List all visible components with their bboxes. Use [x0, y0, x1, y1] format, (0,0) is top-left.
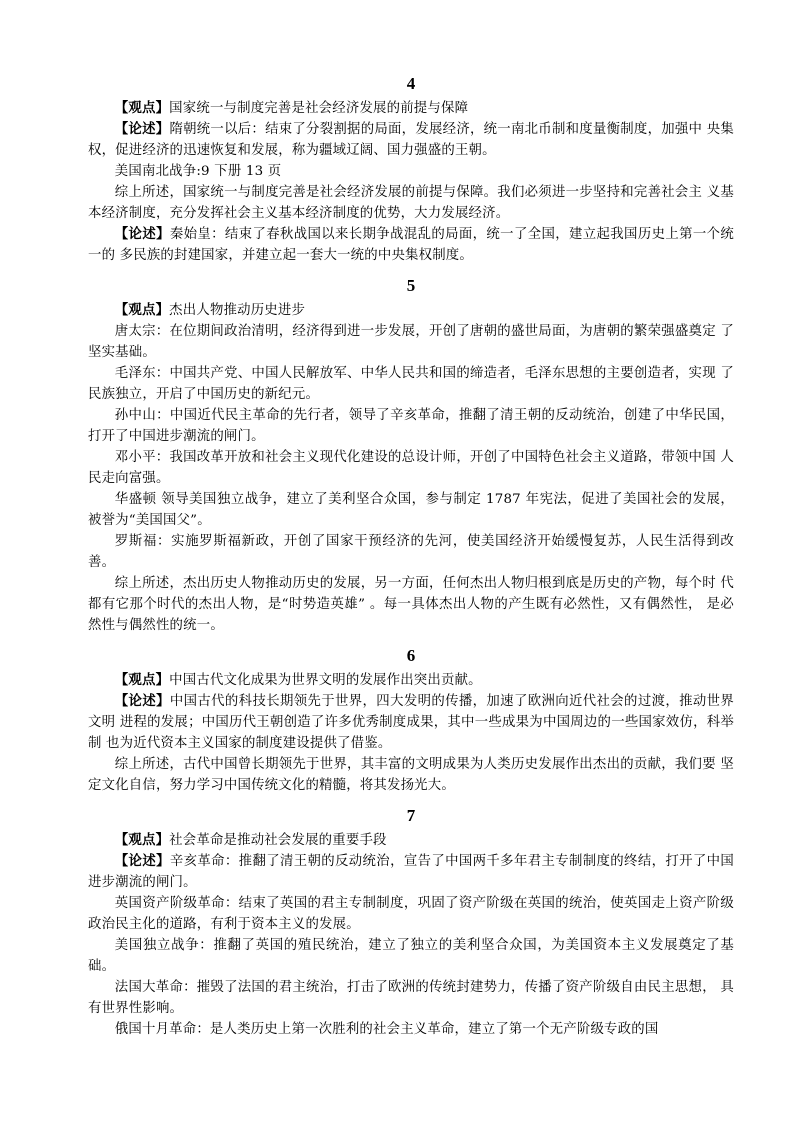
section-number: 6 [406, 646, 416, 665]
section-number: 7 [406, 806, 416, 825]
paragraph [88, 224, 734, 266]
paragraph [88, 670, 734, 691]
paragraph [88, 935, 734, 977]
paragraph-text: 美国南北战争:9 下册 13 页 [114, 164, 282, 179]
paragraph-text: 毛泽东：中国共产党、中国人民解放军、中华人民共和国的缔造者，毛泽东思想的主要创造者，实现 了民族独立，开启了中国历史的新纪元。 [88, 366, 734, 402]
paragraph-text: 中国古代的科技长期领先于世界，四大发明的传播，加速了欧洲向近代社会的过渡，推动世界文明 进程的发展；中国历代王朝创造了许多优秀制度成果，其中一些成果为中国周边的一些国家效仿，科举制 也为近代资本主义国家的制度建设提供了借鉴。 [88, 694, 734, 751]
paragraph-tag: 【论述】 [114, 226, 170, 242]
paragraph-text: 综上所述，国家统一与制度完善是社会经济发展的前提与保障。我们必须进一步坚持和完善社会主 义基本经济制度，充分发挥社会主义基本经济制度的优势，大力发展经济。 [88, 185, 734, 221]
paragraph-text: 法国大革命：摧毁了法国的君主统治，打击了欧洲的传统封建势力，传播了资产阶级自由民主思想， 具有世界性影响。 [88, 980, 734, 1016]
paragraph-text: 孙中山：中国近代民主革命的先行者，领导了辛亥革命，推翻了清王朝的反动统治，创建了中华民国， 打开了中国进步潮流的闸门。 [88, 408, 734, 444]
paragraph-text: 罗斯福：实施罗斯福新政，开创了国家干预经济的先河，使美国经济开始缓慢复苏，人民生活得到改 善。 [88, 534, 734, 570]
section-number: 5 [406, 276, 416, 295]
paragraph-tag: 【观点】 [114, 302, 170, 318]
paragraph-tag: 【观点】 [114, 100, 170, 116]
paragraph [88, 1019, 734, 1040]
paragraph-tag: 【观点】 [114, 832, 170, 848]
paragraph-text: 美国独立战争：推翻了英国的殖民统治，建立了独立的美利坚合众国，为美国资本主义发展奠定了基础。 [88, 938, 734, 974]
paragraph [88, 98, 734, 119]
paragraph-tag: 【论述】 [114, 693, 170, 709]
paragraph-tag: 【观点】 [114, 672, 170, 688]
paragraph [88, 531, 734, 573]
paragraph-text: 秦始皇：结束了春秋战国以来长期争战混乱的局面，统一了全国，建立起我国历史上第一个统一的 多民族的封建国家，并建立起一套大一统的中央集权制度。 [88, 227, 734, 263]
paragraph-tag: 【论述】 [114, 853, 170, 869]
paragraph-tag: 【论述】 [114, 121, 170, 137]
paragraph-text: 英国资产阶级革命：结束了英国的君主专制制度，巩固了资产阶级在英国的统治，使英国走上资产阶级政治民主化的道路，有利于资本主义的发展。 [88, 896, 734, 932]
paragraph [88, 447, 734, 489]
paragraph-text: 邓小平：我国改革开放和社会主义现代化建设的总设计师，开创了中国特色社会主义道路，带领中国 人民走向富强。 [88, 450, 734, 486]
paragraph [88, 405, 734, 447]
paragraph [88, 119, 734, 161]
paragraph [88, 300, 734, 321]
paragraph [88, 321, 734, 363]
paragraph-text: 综上所述，杰出历史人物推动历史的发展，另一方面，任何杰出人物归根到底是历史的产物，每个时 代都有它那个时代的杰出人物，是“时势造英雄” 。每一具体杰出人物的产生既有必然性，又有偶然性， 是必然性与偶然性的统一。 [88, 576, 734, 633]
paragraph [88, 977, 734, 1019]
paragraph-text: 国家统一与制度完善是社会经济发展的前提与保障 [169, 101, 469, 116]
paragraph-text: 综上所述，古代中国曾长期领先于世界，其丰富的文明成果为人类历史发展作出杰出的贡献，我们要 坚定文化自信，努力学习中国传统文化的精髓，将其发扬光大。 [88, 757, 734, 793]
paragraph [88, 830, 734, 851]
paragraph [88, 182, 734, 224]
document-page [88, 70, 734, 1040]
paragraph-text: 杰出人物推动历史进步 [169, 303, 306, 318]
section-number: 4 [406, 74, 416, 93]
paragraph-text: 社会革命是推动社会发展的重要手段 [169, 833, 387, 848]
paragraph [88, 573, 734, 636]
paragraph-text: 唐太宗：在位期间政治清明，经济得到进一步发展，开创了唐朝的盛世局面，为唐朝的繁荣强盛奠定 了坚实基础。 [88, 324, 734, 360]
paragraph [88, 489, 734, 531]
paragraph [88, 754, 734, 796]
paragraph [88, 691, 734, 754]
paragraph-text: 中国古代文化成果为世界文明的发展作出突出贡献。 [169, 673, 482, 688]
paragraph [88, 893, 734, 935]
paragraph-text: 俄国十月革命：是人类历史上第一次胜利的社会主义革命，建立了第一个无产阶级专政的国 [114, 1022, 659, 1037]
paragraph-text: 华盛顿 领导美国独立战争，建立了美利坚合众国，参与制定 1787 年宪法，促进了美国社会的发展， 被誉为“美国国父”。 [88, 492, 734, 528]
paragraph-text: 隋朝统一以后：结束了分裂割据的局面，发展经济，统一南北币制和度量衡制度，加强中 央集权，促进经济的迅速恢复和发展，称为疆域辽阔、国力强盛的王朝。 [88, 122, 734, 158]
paragraph [88, 363, 734, 405]
paragraph-text: 辛亥革命：推翻了清王朝的反动统治，宣告了中国两千多年君主专制制度的终结，打开了中国进步潮流的闸门。 [88, 854, 734, 890]
paragraph [88, 851, 734, 893]
paragraph [88, 161, 734, 182]
